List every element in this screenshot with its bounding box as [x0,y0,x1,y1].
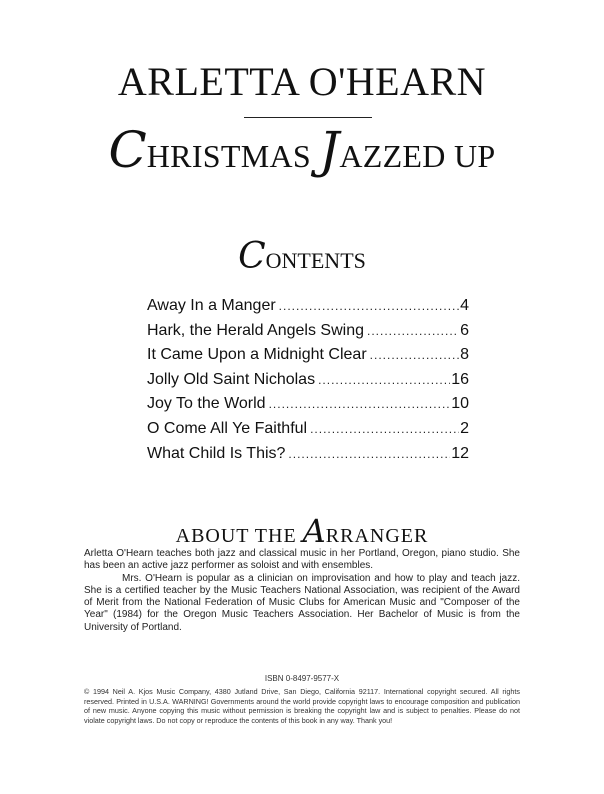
toc-entry [147,368,469,393]
toc-leader [370,343,459,368]
composer-name: ARLETTA O'HEARN [117,59,487,104]
toc-entry [147,417,469,442]
toc-page: 10 [451,395,469,413]
toc-page: 12 [451,444,469,462]
toc-leader [318,368,450,393]
toc-leader [310,417,459,442]
toc-title: Jolly Old Saint Nicholas [147,370,316,388]
title-word-2: AZZED UP [339,138,496,174]
arranger-bio [84,548,520,634]
toc-leader [269,392,451,417]
toc-page: 4 [460,297,469,314]
toc-entry [147,319,469,344]
book-title [0,121,604,181]
copyright-notice: © 1994 Neil A. Kjos Music Company, 4380 Jutland Drive, San Diego, California 92117. International copyright secured. All rights reserved. Printed in U.S.A. WARNING! Governments around the world provide copyright laws to encourage composition and publication of new music. Anyone copying this music without permission is breaking the copyright law and is subject to penalties. Please do not violate copyright laws. Do not copy or reproduce the contents of this book in any way. Thank you! [84,687,520,725]
toc-entry [147,442,469,467]
toc-page: 16 [451,370,469,388]
title-initial-c: C [108,121,147,179]
bio-paragraph-2: Mrs. O'Hearn is popular as a clinician on improvisation and how to play and teach jazz. She is a certified teacher by the Music Teachers National Association, was recipient of the Award of Merit from the National Federation of Music Clubs for American Music and "Composer of the Year" (1984) for the Oregon Music Teachers Association. Her Bachelor of Music is from the University of Portland. [84,572,520,633]
toc-entry [147,294,469,319]
bio-paragraph-1: Arletta O'Hearn teaches both jazz and classical music in her Portland, Oregon, piano studio. She has been an active jazz performer as soloist and with ensembles. [84,548,520,572]
toc-title: O Come All Ye Faithful [147,419,308,437]
table-of-contents [147,294,469,466]
toc-leader [279,294,459,319]
toc-title: What Child Is This? [147,444,286,462]
toc-entry [147,343,469,368]
title-initial-j: J [319,121,340,179]
toc-leader [288,442,450,467]
toc-title: Hark, the Herald Angels Swing [147,321,364,339]
contents-heading-rest: ONTENTS [265,248,366,273]
toc-leader [367,319,459,344]
isbn: ISBN 0-8497-9577-X [264,674,340,683]
contents-heading [0,237,604,281]
toc-page: 6 [460,321,469,339]
about-initial: A [302,512,326,550]
about-heading-lead: ABOUT THE [175,525,303,547]
about-heading-rest: RRANGER [325,525,429,547]
toc-entry [147,392,469,417]
toc-title: It Came Upon a Midnight Clear [147,346,367,364]
toc-page: 8 [460,346,469,364]
title-word-1: HRISTMAS [146,138,320,174]
toc-title: Away In a Manger [147,297,276,314]
toc-page: 2 [460,419,469,437]
title-divider [244,117,372,118]
contents-initial: C [238,236,266,277]
toc-title: Joy To the World [147,395,266,413]
